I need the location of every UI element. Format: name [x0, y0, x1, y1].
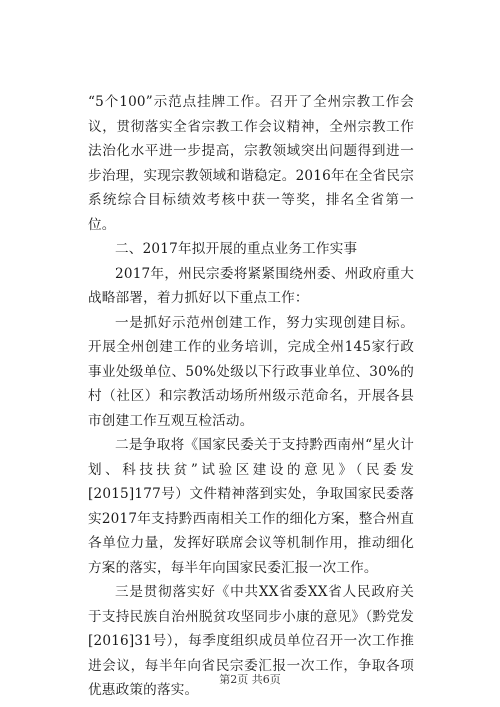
paragraph-continuation: “5个100”示范点挂牌工作。召开了全州宗教工作会议，贯彻落实全省宗教工作会议精神，全州宗教工作法治化水平进一步提高，宗教领域突出问题得到进一步治理，实现宗教领域和谐稳定。2016年在全省民宗系统综合目标绩效考核中获一等奖，排名全省第一位。: [88, 94, 414, 233]
section-heading: 二、2017年拟开展的重点业务工作实事: [115, 241, 358, 257]
paragraph-item-2: 二是争取将《国家民委关于支持黔西南州“星火计划、科技扶贫”试验区建设的意见》（民委发[2015]177号）文件精神落到实处，争取国家民委落实2017年支持黔西南相关工作的细化方案，整合州直各单位力量，发挥好联席会议等机制作用，推动细化方案的落实，每半年向国家民委汇报一次工作。: [88, 437, 414, 576]
paragraph-item-3: 三是贯彻落实好《中共XX省委XX省人民政府关于支持民族自治州脱贫攻坚同步小康的意见》（黔党发[2016]31号），每季度组织成员单位召开一次工作推进会议，每半年向省民宗委汇报一次工作，争取各项优惠政策的落实。: [88, 584, 414, 698]
paragraph-intro: 2017年，州民宗委将紧紧围绕州委、州政府重大战略部署，着力抓好以下重点工作：: [88, 265, 414, 306]
paragraph-item-1: 一是抓好示范州创建工作，努力实现创建目标。开展全州创建工作的业务培训，完成全州145家行政事业处级单位、50%处级以下行政事业单位、30%的村（社区）和宗教活动场所州级示范命名，开展各县市创建工作互观互检活动。: [88, 314, 414, 429]
page-number-footer: 第2页 共6页: [219, 673, 281, 686]
document-body: [88, 90, 414, 703]
